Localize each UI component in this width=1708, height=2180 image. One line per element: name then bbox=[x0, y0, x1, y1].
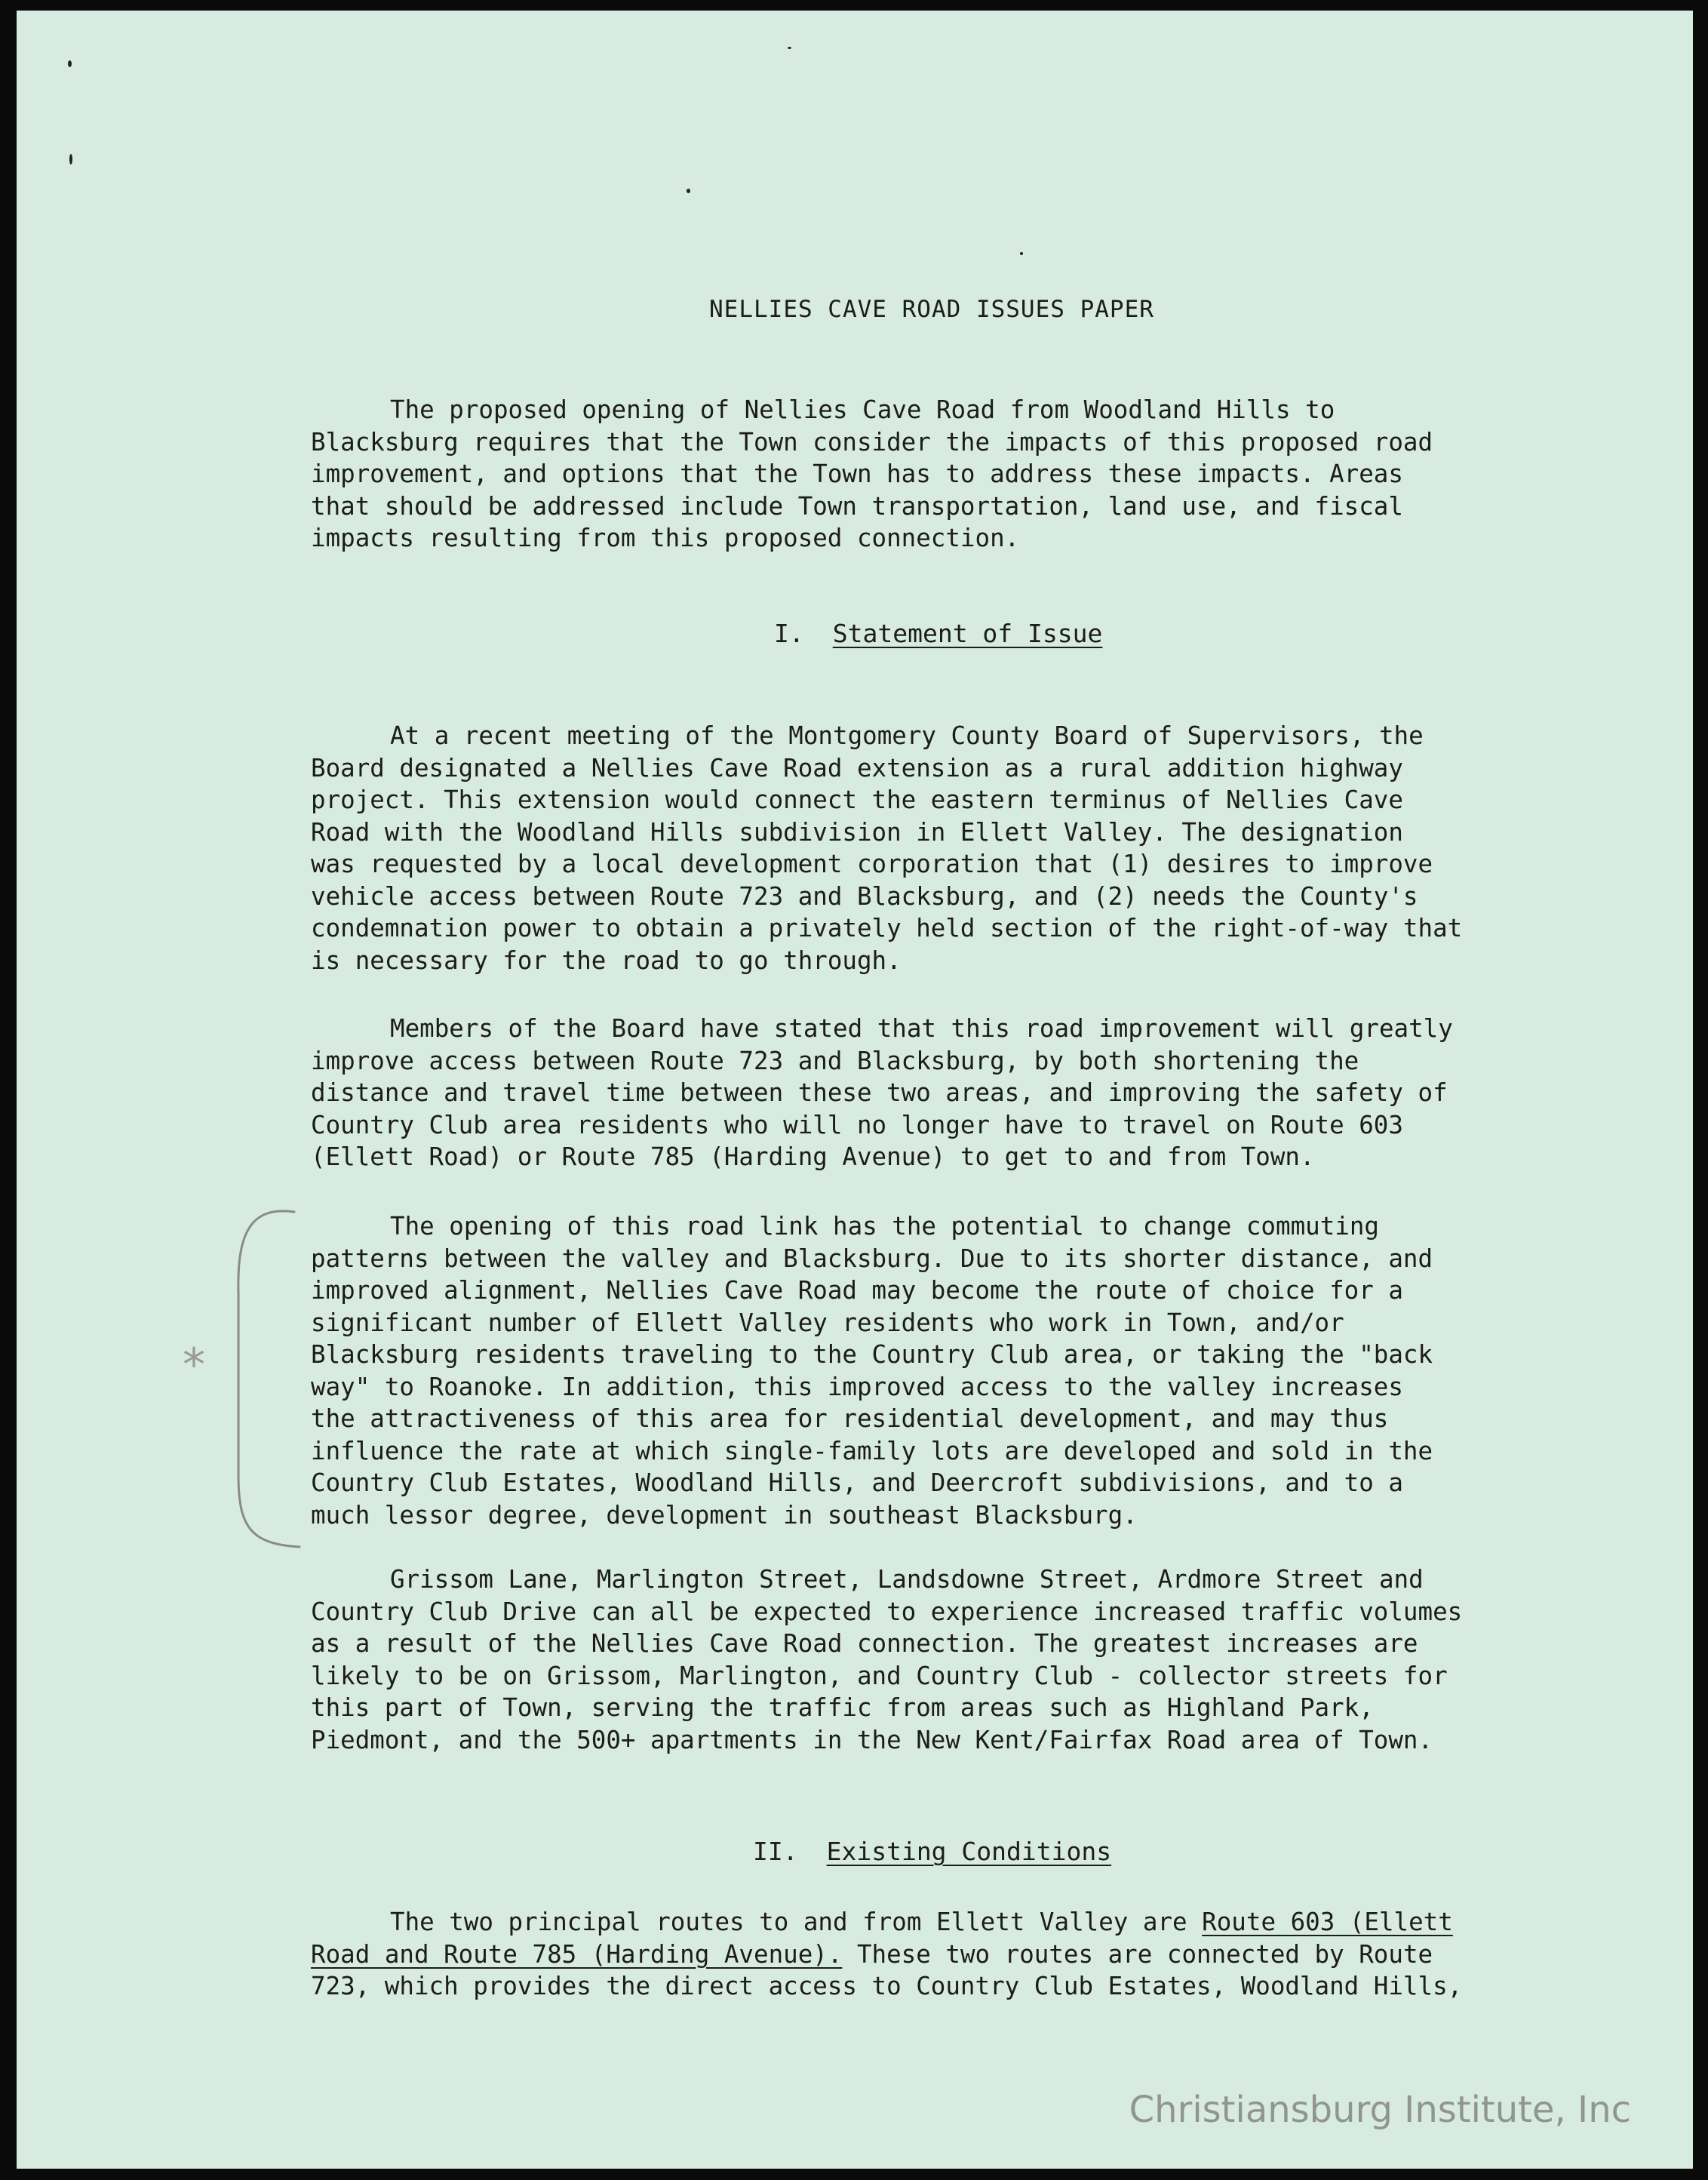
paragraph-board-statements bbox=[311, 1013, 1608, 1173]
section-heading-existing-conditions bbox=[753, 1837, 1111, 1866]
paragraph-board-designation bbox=[311, 720, 1608, 976]
text-line: The opening of this road link has the potential to change commuting bbox=[390, 1212, 1379, 1241]
text-line: Country Club area residents who will no longer have to travel on Route 603 bbox=[311, 1110, 1403, 1139]
text-line: influence the rate at which single-family lots are developed and sold in the bbox=[311, 1436, 1433, 1465]
document-title: NELLIES CAVE ROAD ISSUES PAPER bbox=[709, 296, 1154, 323]
document-page bbox=[17, 11, 1693, 2169]
text-line: Country Club Drive can all be expected to experience increased traffic volumes bbox=[311, 1597, 1463, 1626]
section-heading-statement-of-issue bbox=[774, 619, 1102, 648]
handwritten-bracket bbox=[205, 1203, 303, 1557]
text-line: as a result of the Nellies Cave Road connection. The greatest increases are bbox=[311, 1629, 1418, 1658]
text-line: way" to Roanoke. In addition, this improved access to the valley increases bbox=[311, 1372, 1403, 1401]
text-line: impacts resulting from this proposed connection. bbox=[311, 524, 1020, 552]
paragraph-commuting-patterns bbox=[311, 1210, 1608, 1531]
text-line: improve access between Route 723 and Blacksburg, by both shortening the bbox=[311, 1046, 1359, 1075]
scan-speck bbox=[788, 47, 791, 49]
text-line: project. This extension would connect the eastern terminus of Nellies Cave bbox=[311, 786, 1403, 814]
underlined-text: Route 603 (Ellett bbox=[1202, 1908, 1453, 1936]
text-line: improved alignment, Nellies Cave Road may become the route of choice for a bbox=[311, 1276, 1403, 1305]
text-line bbox=[311, 1939, 1608, 1971]
text-line: Country Club Estates, Woodland Hills, and Deercroft subdivisions, and to a bbox=[311, 1468, 1403, 1497]
text-line bbox=[311, 1906, 1608, 1939]
handwritten-asterisk: * bbox=[183, 1339, 205, 1391]
text-line: Board designated a Nellies Cave Road extension as a rural addition highway bbox=[311, 753, 1403, 783]
text-line: 723, which provides the direct access to Country Club Estates, Woodland Hills, bbox=[311, 1972, 1463, 2000]
text-line: patterns between the valley and Blacksburg. Due to its shorter distance, and bbox=[311, 1244, 1433, 1273]
text-line: is necessary for the road to go through. bbox=[311, 945, 902, 975]
text-line: (Ellett Road) or Route 785 (Harding Avenue) to get to and from Town. bbox=[311, 1142, 1315, 1171]
text-line: improvement, and options that the Town has to address these impacts. Areas bbox=[311, 460, 1403, 488]
text-line: Members of the Board have stated that this road improvement will greatly bbox=[390, 1014, 1453, 1043]
section-number: I. bbox=[774, 619, 804, 648]
text-segment: The two principal routes to and from Ellett Valley are bbox=[390, 1908, 1203, 1936]
scan-speck bbox=[1020, 252, 1023, 255]
text-line: this part of Town, serving the traffic from areas such as Highland Park, bbox=[311, 1693, 1374, 1722]
scan-speck bbox=[68, 60, 72, 67]
watermark-text: Christiansburg Institute, Inc bbox=[1129, 2089, 1631, 2131]
text-line: that should be addressed include Town transportation, land use, and fiscal bbox=[311, 491, 1403, 521]
underlined-text: Road and Route 785 (Harding Avenue). bbox=[311, 1939, 843, 1969]
text-line: significant number of Ellett Valley residents who work in Town, and/or bbox=[311, 1308, 1344, 1337]
text-line: distance and travel time between these two areas, and improving the safety of bbox=[311, 1078, 1448, 1107]
text-line: likely to be on Grissom, Marlington, and Country Club - collector streets for bbox=[311, 1661, 1448, 1690]
paragraph-principal-routes bbox=[311, 1906, 1608, 2003]
section-title: Statement of Issue bbox=[832, 619, 1103, 648]
text-line: condemnation power to obtain a privately held section of the right-of-way that bbox=[311, 914, 1463, 942]
text-line: Road with the Woodland Hills subdivision in Ellett Valley. The designation bbox=[311, 817, 1403, 847]
text-line: much lessor degree, development in southeast Blacksburg. bbox=[311, 1500, 1138, 1530]
text-segment: These two routes are connected by Route bbox=[842, 1939, 1433, 1969]
text-line: was requested by a local development corporation that (1) desires to improve bbox=[311, 850, 1433, 878]
text-line: Blacksburg residents traveling to the Country Club area, or taking the "back bbox=[311, 1340, 1433, 1369]
text-line: Grissom Lane, Marlington Street, Landsdowne Street, Ardmore Street and bbox=[390, 1565, 1424, 1594]
text-line: Blacksburg requires that the Town consider the impacts of this proposed road bbox=[311, 427, 1433, 457]
scan-speck bbox=[687, 189, 690, 193]
text-line: At a recent meeting of the Montgomery County Board of Supervisors, the bbox=[390, 721, 1424, 750]
text-line: vehicle access between Route 723 and Blacksburg, and (2) needs the County's bbox=[311, 881, 1418, 911]
section-title: Existing Conditions bbox=[826, 1837, 1112, 1866]
paragraph-traffic-volumes bbox=[311, 1564, 1608, 1756]
scan-speck bbox=[69, 154, 72, 164]
text-line: the attractiveness of this area for residential development, and may thus bbox=[311, 1404, 1389, 1433]
text-line: The proposed opening of Nellies Cave Road from Woodland Hills to bbox=[390, 395, 1335, 424]
text-line: Piedmont, and the 500+ apartments in the New Kent/Fairfax Road area of Town. bbox=[311, 1725, 1433, 1754]
intro-paragraph bbox=[311, 394, 1608, 555]
section-number: II. bbox=[753, 1837, 798, 1866]
